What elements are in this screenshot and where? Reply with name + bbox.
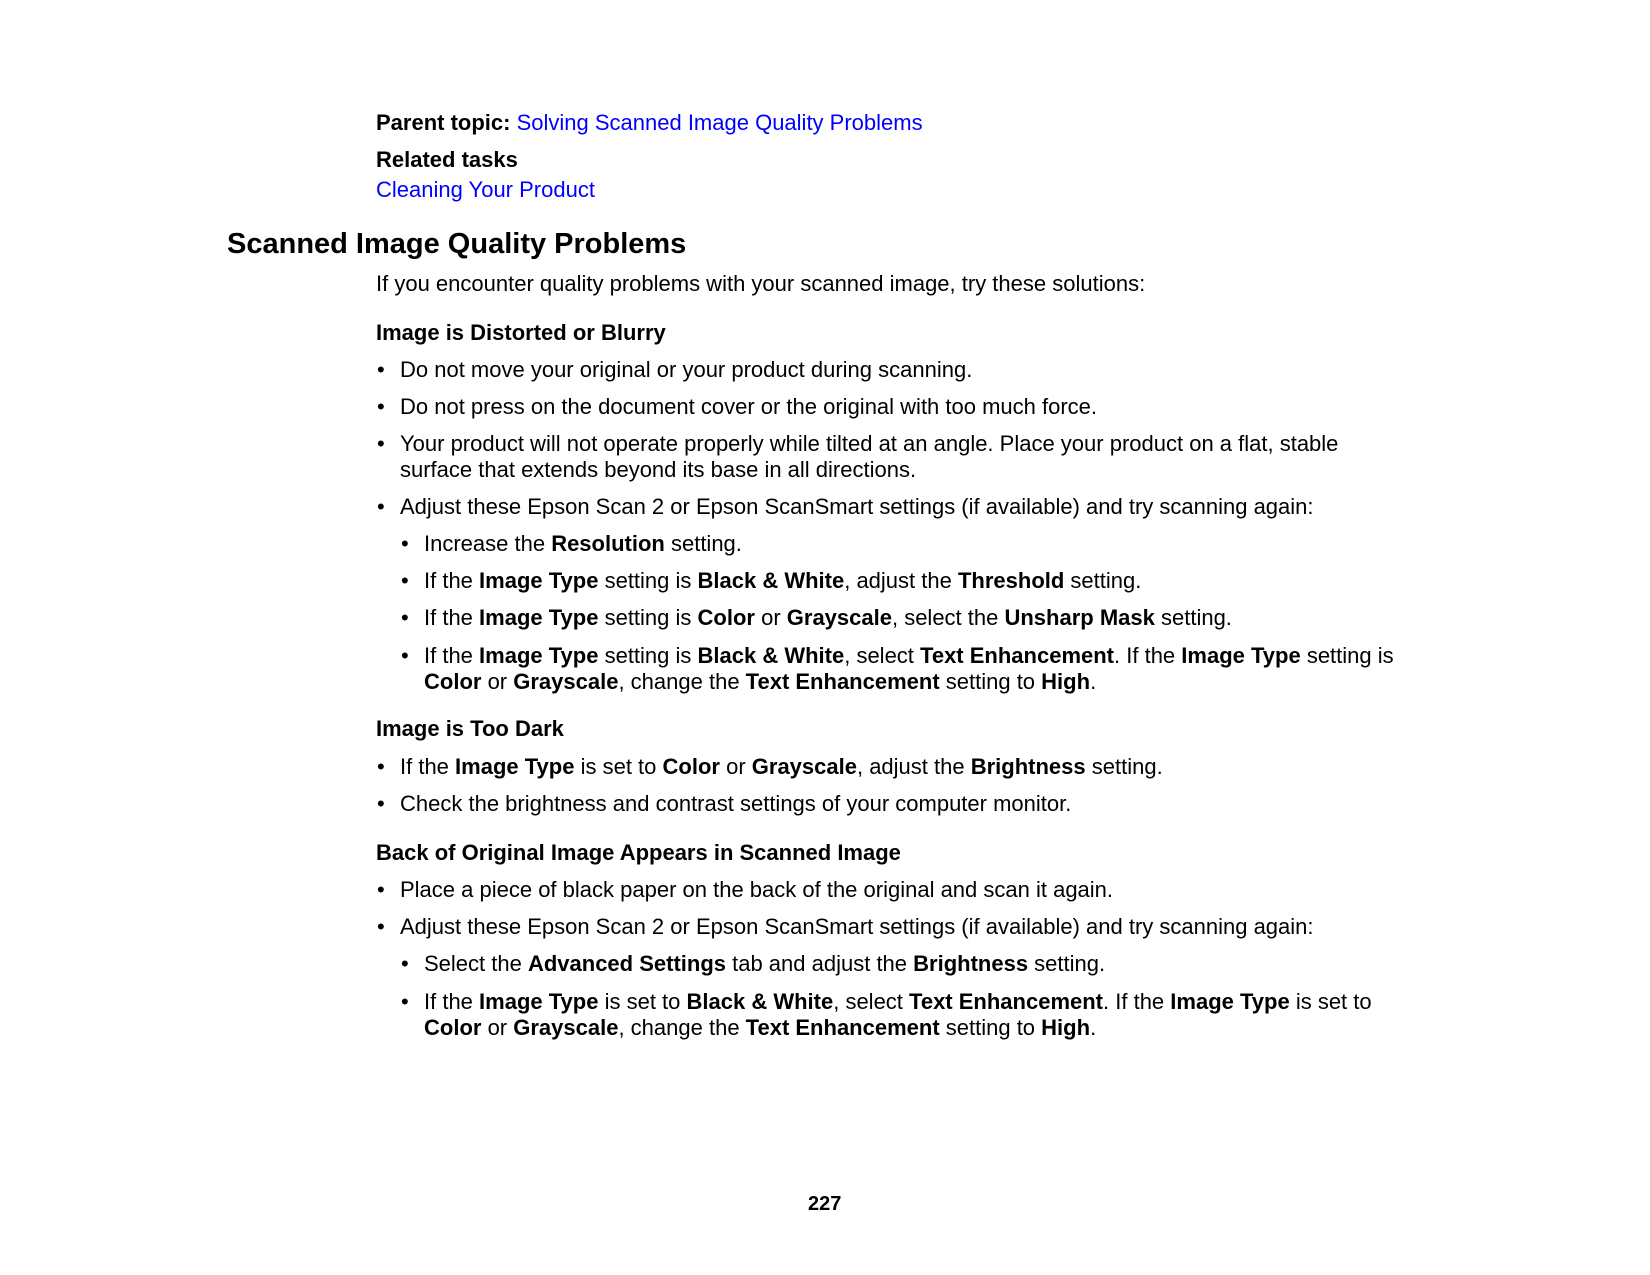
list-item: Your product will not operate properly while tilted at an angle. Place your product on a flat, stable surface that extends beyond its base in all directions.	[400, 431, 1339, 482]
bullet-icon: •	[377, 494, 385, 519]
bullet-icon: •	[377, 754, 385, 779]
list-item: Check the brightness and contrast settings of your computer monitor.	[400, 791, 1072, 816]
page-number: 227	[808, 1193, 842, 1215]
bullet-icon: •	[377, 914, 385, 939]
related-tasks-label: Related tasks	[376, 147, 518, 172]
bullet-icon: •	[401, 531, 409, 556]
list-item: Adjust these Epson Scan 2 or Epson ScanSmart settings (if available) and try scanning again:	[400, 494, 1314, 519]
bullet-icon: •	[401, 605, 409, 630]
bullet-icon: •	[401, 951, 409, 976]
sub-list-item: Select the Advanced Settings tab and adjust the Brightness setting.	[424, 951, 1106, 976]
bullet-icon: •	[377, 877, 385, 902]
parent-topic-line	[376, 110, 923, 136]
bullet-icon: •	[377, 791, 385, 816]
bullet-icon: •	[401, 643, 409, 668]
list-item: Adjust these Epson Scan 2 or Epson ScanSmart settings (if available) and try scanning again:	[400, 914, 1314, 939]
parent-topic-link[interactable]: Solving Scanned Image Quality Problems	[516, 110, 923, 135]
sub-list-item: If the Image Type setting is Black & White, adjust the Threshold setting.	[424, 568, 1142, 593]
sub-list-item: If the Image Type setting is Color or Grayscale, select the Unsharp Mask setting.	[424, 605, 1232, 630]
bullet-icon: •	[377, 431, 385, 456]
list-item: Do not move your original or your product during scanning.	[400, 357, 973, 382]
sub-list-item: If the Image Type is set to Black & White, select Text Enhancement. If the Image Type is set to Color or Grayscale, change the Text Enhancement setting to High.	[424, 989, 1372, 1040]
bullet-icon: •	[377, 357, 385, 382]
subsection-title: Image is Too Dark	[376, 716, 564, 741]
subsection-title: Back of Original Image Appears in Scanned Image	[376, 840, 901, 865]
sub-list-item: If the Image Type setting is Black & White, select Text Enhancement. If the Image Type setting is Color or Grayscale, change the Text Enhancement setting to High.	[424, 643, 1394, 694]
related-task-link[interactable]: Cleaning Your Product	[376, 177, 595, 202]
bullet-icon: •	[401, 989, 409, 1014]
parent-topic-label: Parent topic:	[376, 110, 511, 135]
subsection-title: Image is Distorted or Blurry	[376, 320, 666, 345]
list-item: Place a piece of black paper on the back of the original and scan it again.	[400, 877, 1114, 902]
section-intro: If you encounter quality problems with your scanned image, try these solutions:	[376, 271, 1146, 296]
bullet-icon: •	[377, 394, 385, 419]
sub-list-item: Increase the Resolution setting.	[424, 531, 742, 556]
section-title: Scanned Image Quality Problems	[227, 228, 687, 260]
list-item: If the Image Type is set to Color or Grayscale, adjust the Brightness setting.	[400, 754, 1163, 779]
bullet-icon: •	[401, 568, 409, 593]
list-item: Do not press on the document cover or the original with too much force.	[400, 394, 1098, 419]
